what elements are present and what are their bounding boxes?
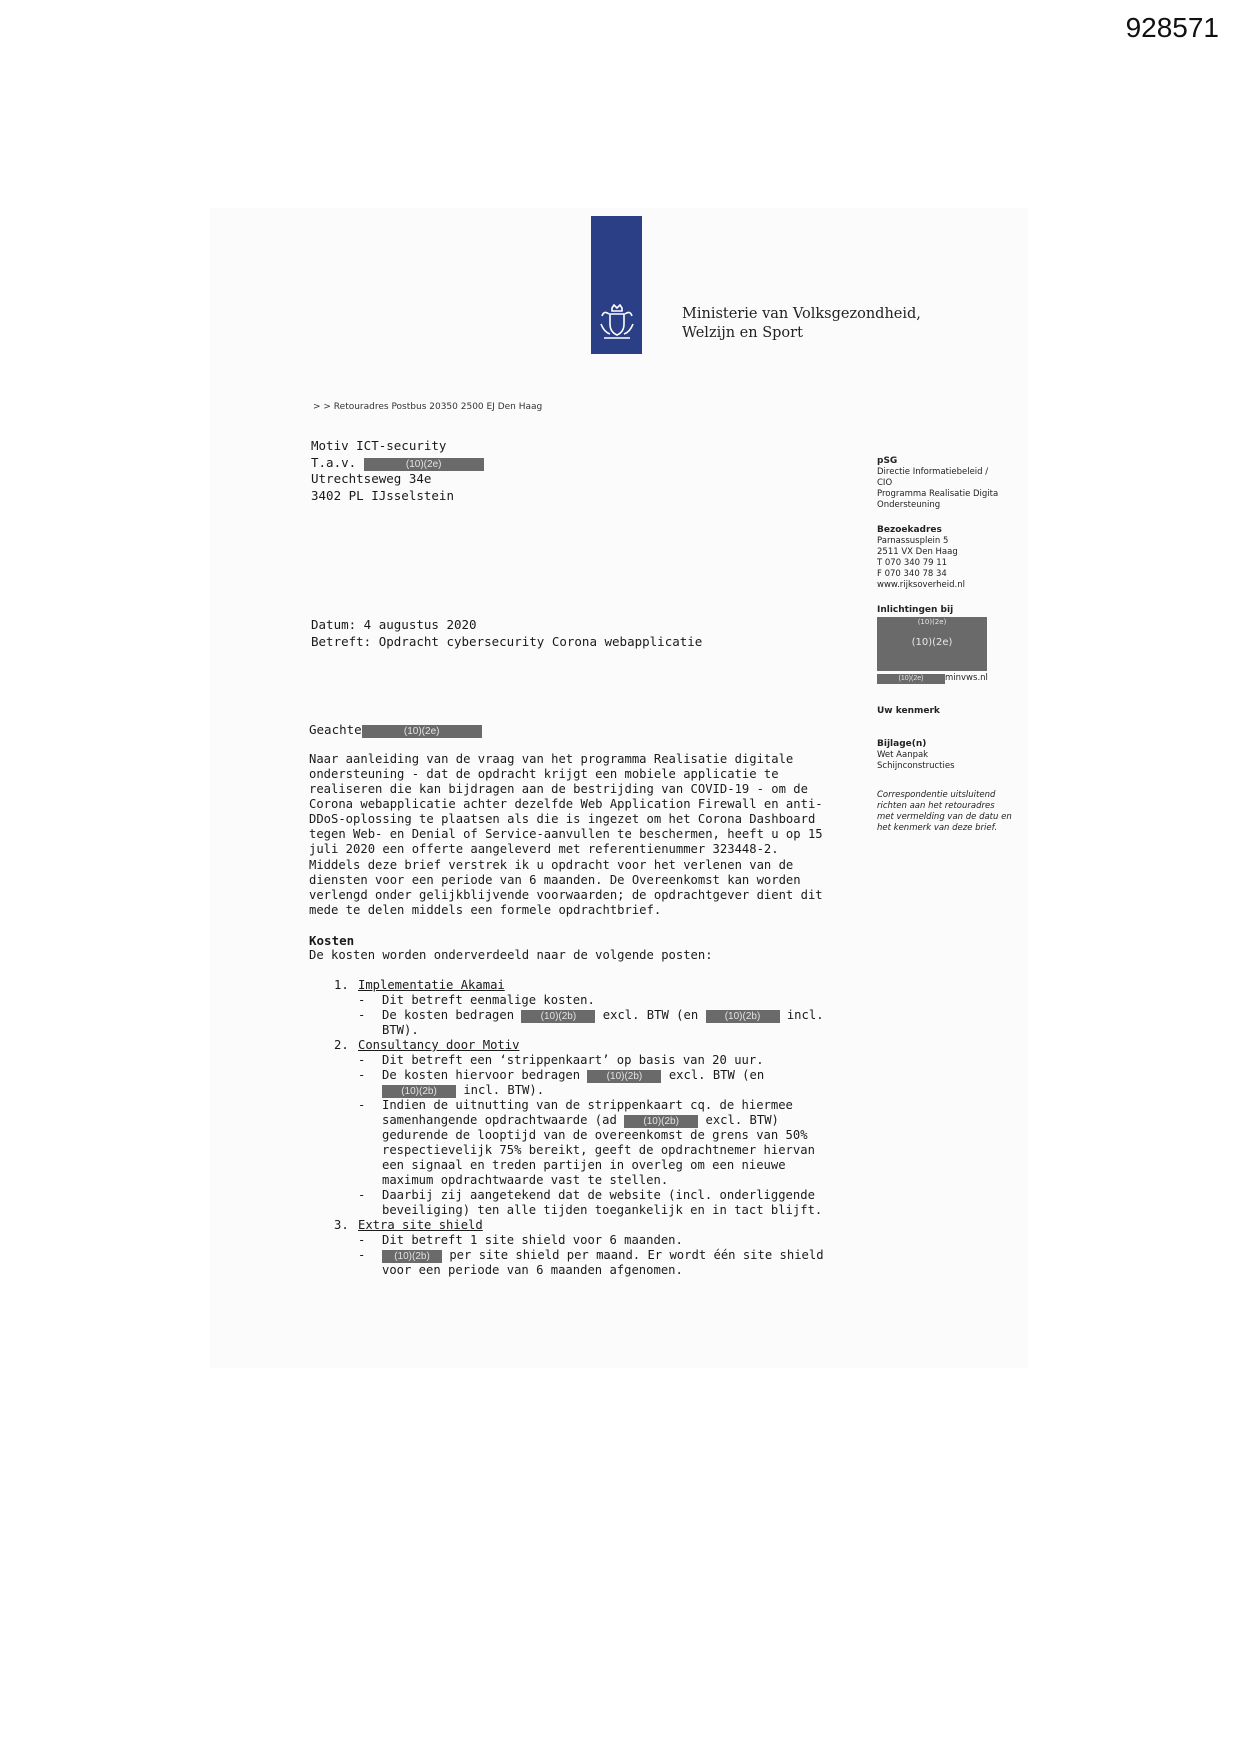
phone-number: T 070 340 79 11 bbox=[877, 558, 948, 568]
item-bullet bbox=[358, 1008, 844, 1038]
item-bullet bbox=[358, 1248, 844, 1278]
letterhead-sidebar bbox=[877, 456, 1022, 834]
coat-of-arms-icon bbox=[596, 300, 638, 342]
bullet-dash: - bbox=[358, 1008, 366, 1022]
redaction-box: (10)(2b) bbox=[382, 1085, 456, 1098]
item-number: 2. bbox=[334, 1038, 349, 1052]
department-heading: pSG bbox=[877, 456, 898, 466]
visiting-address-heading: Bezoekadres bbox=[877, 525, 942, 535]
bullet-text: excl. BTW (en bbox=[668, 1068, 765, 1082]
redaction-box: (10)(2b) bbox=[521, 1010, 595, 1023]
ministry-name-line2: Welzijn en Sport bbox=[682, 325, 803, 341]
ministry-name-line1: Ministerie van Volksgezondheid, bbox=[682, 306, 921, 322]
bullet-dash: - bbox=[358, 1233, 366, 1247]
department-line: Programma Realisatie Digita bbox=[877, 489, 999, 499]
cost-item bbox=[334, 1218, 844, 1278]
salutation-text: Geachte bbox=[309, 722, 362, 737]
bullet-text: incl. BTW). bbox=[382, 1008, 824, 1037]
sidebar-department bbox=[877, 456, 1022, 511]
sidebar-attachments bbox=[877, 739, 1022, 772]
visiting-address-line: 2511 VX Den Haag bbox=[877, 547, 958, 557]
attachment-line: Schijnconstructies bbox=[877, 761, 955, 771]
cost-item bbox=[334, 1038, 844, 1218]
item-bullet bbox=[358, 1233, 844, 1248]
bullet-dash: - bbox=[358, 1068, 366, 1082]
item-bullet bbox=[358, 993, 844, 1008]
your-reference-heading: Uw kenmerk bbox=[877, 706, 940, 716]
item-bullet bbox=[358, 1098, 844, 1188]
addressee-city: 3402 PL IJsselstein bbox=[311, 487, 454, 503]
department-line: Directie Informatiebeleid / bbox=[877, 467, 989, 477]
ministry-name bbox=[682, 305, 962, 343]
attachment-line: Wet Aanpak bbox=[877, 750, 929, 760]
item-title: Extra site shield bbox=[358, 1218, 483, 1232]
sidebar-your-reference bbox=[877, 706, 1022, 717]
redaction-box: (10)(2e) bbox=[362, 725, 482, 738]
bullet-dash: - bbox=[358, 1188, 366, 1202]
website-link[interactable]: www.rijksoverheid.nl bbox=[877, 580, 965, 590]
return-address: > > Retouradres Postbus 20350 2500 EJ Den Haag bbox=[313, 402, 543, 412]
bullet-text: excl. BTW) gedurende de looptijd van de overeenkomst de grens van 50% respectievelijk 75% bereikt, geeft de opdrachtnemer hiervan een signaal en treden partijen in overleg om een nieuwe maximum opdrachtwaarde vast te stellen. bbox=[382, 1113, 815, 1187]
redaction-box: (10)(2e) bbox=[364, 458, 484, 471]
costs-heading: Kosten bbox=[309, 933, 355, 948]
item-title: Consultancy door Motiv bbox=[358, 1038, 520, 1052]
body-paragraph: Naar aanleiding van de vraag van het programma Realisatie digitale ondersteuning - dat de opdracht krijgt een mobiele applicatie te realiseren die kan bijdragen aan de bestrijding van COVID-19 - om de Corona webapplicatie achter dezelfde Web Application Firewall en anti-DDoS-oplossing te plaatsen als die is ingezet om het Corona Dashboard tegen Web- en Denial of Service-aanvullen te beschermen, heeft u op 15 juli 2020 een offerte aangeleverd met referentienummer 323448-2. bbox=[309, 752, 823, 856]
bullet-text: De kosten bedragen bbox=[382, 1008, 515, 1022]
letter-date: Datum: 4 augustus 2020 bbox=[311, 617, 477, 632]
bullet-dash: - bbox=[358, 993, 366, 1007]
email-suffix: minvws.nl bbox=[945, 673, 988, 683]
addressee-block bbox=[311, 438, 484, 504]
contact-heading: Inlichtingen bij bbox=[877, 605, 954, 615]
correspondence-note: Correspondentie uitsluitend richten aan het retouradres met vermelding van de datu en het kenmerk van deze brief. bbox=[877, 790, 1012, 833]
bullet-text: Dit betreft 1 site shield voor 6 maanden. bbox=[382, 1233, 683, 1247]
date-subject-block bbox=[311, 616, 702, 650]
redaction-box: (10)(2e) bbox=[877, 674, 945, 684]
item-number: 3. bbox=[334, 1218, 349, 1232]
bullet-text: Indien de uitnutting van de strippenkaart cq. de hiermee samenhangende opdrachtwaarde (ad bbox=[382, 1098, 793, 1127]
bullet-text: excl. BTW (en bbox=[602, 1008, 699, 1022]
bullet-text: Dit betreft een ‘strippenkaart’ op basis van 20 uur. bbox=[382, 1053, 764, 1067]
body-paragraph: Middels deze brief verstrek ik u opdracht voor het verlenen van de diensten voor een periode van 6 maanden. De Overeenkomst kan worden verlengd onder gelijkblijvende voorwaarden; de opdrachtgever dient dit mede te delen middels een formele opdrachtbrief. bbox=[309, 858, 823, 917]
item-number: 1. bbox=[334, 978, 349, 992]
bullet-dash: - bbox=[358, 1053, 366, 1067]
addressee-street: Utrechtseweg 34e bbox=[311, 471, 432, 486]
bullet-text: incl. BTW). bbox=[463, 1083, 545, 1097]
cost-item bbox=[334, 978, 844, 1038]
redaction-box: (10)(2b) bbox=[587, 1070, 661, 1083]
salutation bbox=[309, 722, 482, 738]
bullet-text: per site shield per maand. Er wordt één site shield voor een periode van 6 maanden afgenomen. bbox=[382, 1248, 824, 1277]
redaction-box: (10)(2b) bbox=[624, 1115, 698, 1128]
attn-label: T.a.v. bbox=[311, 454, 357, 470]
fax-number: F 070 340 78 34 bbox=[877, 569, 947, 579]
sidebar-visiting-address bbox=[877, 525, 1022, 591]
contact-email bbox=[877, 673, 1022, 684]
redaction-box: (10)(2b) bbox=[706, 1010, 780, 1023]
sidebar-contact bbox=[877, 605, 1022, 684]
item-bullet bbox=[358, 1068, 844, 1098]
letter-subject: Betreft: Opdracht cybersecurity Corona webapplicatie bbox=[311, 634, 703, 649]
bullet-text: Dit betreft eenmalige kosten. bbox=[382, 993, 595, 1007]
bullet-dash: - bbox=[358, 1248, 366, 1262]
costs-intro: De kosten worden onderverdeeld naar de volgende posten: bbox=[309, 948, 713, 962]
redaction-label: (10)(2e) bbox=[911, 637, 953, 648]
department-line: CIO bbox=[877, 478, 893, 488]
redaction-box bbox=[877, 617, 987, 671]
item-bullet bbox=[358, 1188, 844, 1218]
attachments-heading: Bijlage(n) bbox=[877, 739, 927, 749]
bullet-dash: - bbox=[358, 1098, 366, 1112]
bullet-text: Daarbij zij aangetekend dat de website (incl. onderliggende beveiliging) ten alle tijden toegankelijk en in tact blijft. bbox=[382, 1188, 823, 1217]
item-bullet bbox=[358, 1053, 844, 1068]
redaction-label: (10)(2e) bbox=[917, 618, 947, 626]
visiting-address-line: Parnassusplein 5 bbox=[877, 536, 949, 546]
department-line: Ondersteuning bbox=[877, 500, 941, 510]
redaction-box: (10)(2b) bbox=[382, 1250, 442, 1263]
item-title: Implementatie Akamai bbox=[358, 978, 505, 992]
addressee-attn bbox=[311, 455, 484, 472]
addressee-company: Motiv ICT-security bbox=[311, 438, 447, 453]
bullet-text: De kosten hiervoor bedragen bbox=[382, 1068, 581, 1082]
document-number: 928571 bbox=[1125, 12, 1219, 43]
